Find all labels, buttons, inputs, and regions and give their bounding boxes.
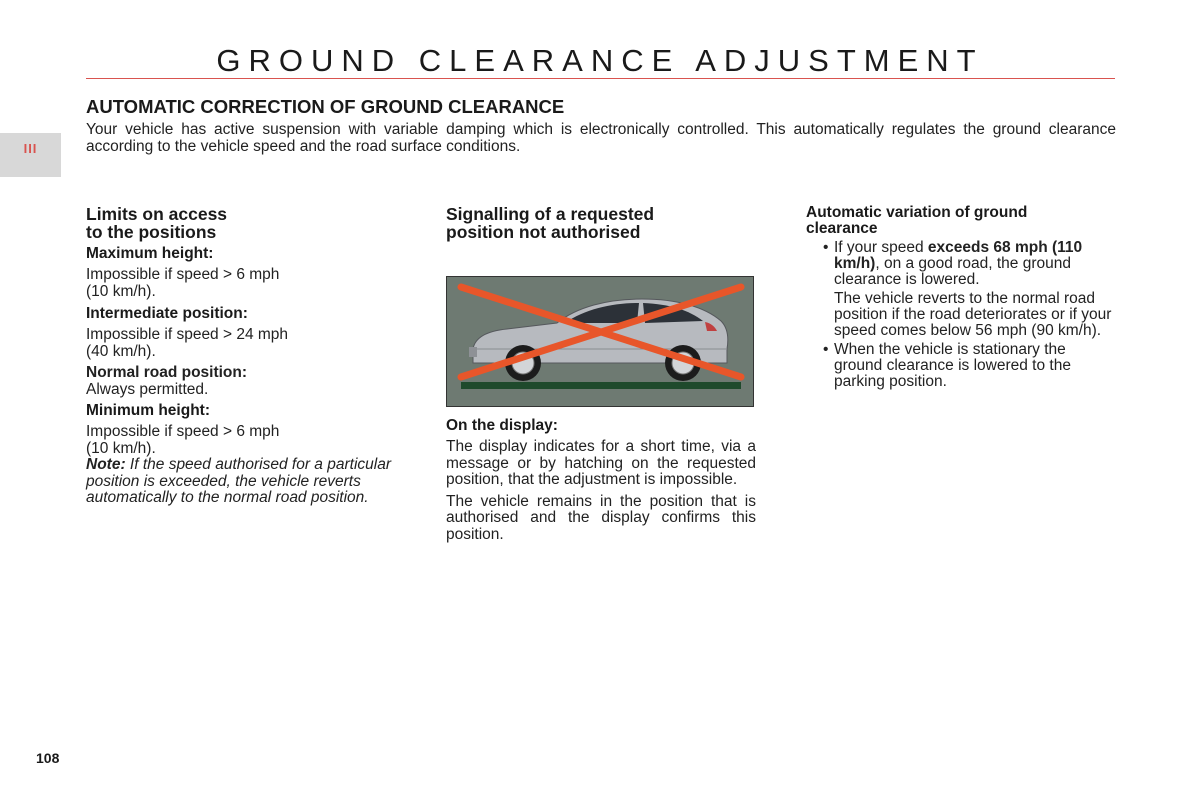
- display-text-2: The vehicle remains in the position that is authorised and the display confirms this position.: [446, 492, 756, 543]
- limits-column: [86, 205, 406, 507]
- normal-position: [86, 365, 406, 398]
- min-height-text: [86, 424, 406, 457]
- min-height-text-line2: (10 km/h).: [86, 439, 156, 457]
- chapter-label: III: [23, 141, 38, 156]
- note-text: If the speed authorised for a particular position is exceeded, the vehicle reverts automatically to the normal road position.: [86, 456, 391, 506]
- speed-note: [86, 457, 406, 507]
- section-intro: Your vehicle has active suspension with variable damping which is electronically controlled. This automatically regulates the ground clearance according to the vehicle speed and the road surface conditions.: [86, 121, 1116, 155]
- bullet-speed-reverts: The vehicle reverts to the normal road position if the road deteriorates or if your speed comes below 56 mph (90 km/h).: [834, 290, 1112, 339]
- display-label: On the display:: [446, 417, 558, 434]
- signalling-heading: [446, 205, 756, 241]
- chapter-tab: [0, 133, 61, 177]
- bullet-stationary: [806, 342, 1116, 390]
- bullet-icon: •: [823, 239, 829, 256]
- normal-position-text: Always permitted.: [86, 380, 209, 398]
- bullet1-post: , on a good road, the ground clearance is lowered.: [834, 255, 1071, 288]
- section-heading: AUTOMATIC CORRECTION OF GROUND CLEARANCE: [86, 96, 565, 117]
- page-number: 108: [36, 750, 60, 766]
- min-height-text-line1: Impossible if speed > 6 mph: [86, 423, 280, 440]
- auto-variation-heading-line2: clearance: [806, 220, 878, 237]
- bullet1-pre: If your speed: [834, 239, 928, 256]
- display-info: [446, 417, 756, 548]
- min-height-label: Minimum height:: [86, 402, 210, 419]
- max-height-text-line2: (10 km/h).: [86, 282, 156, 300]
- title-divider: [86, 78, 1115, 79]
- auto-variation-heading: [806, 205, 1116, 237]
- auto-variation-heading-line1: Automatic variation of ground: [806, 204, 1028, 221]
- intermediate-text-line1: Impossible if speed > 24 mph: [86, 326, 289, 343]
- max-height-text-line1: Impossible if speed > 6 mph: [86, 266, 280, 283]
- signalling-heading-line2: position not authorised: [446, 222, 641, 242]
- auto-variation-column: [806, 205, 1116, 393]
- signalling-heading-line1: Signalling of a requested: [446, 204, 655, 224]
- car-not-authorised-icon: [447, 277, 753, 406]
- signalling-column: [446, 205, 756, 245]
- intermediate-label: Intermediate position:: [86, 305, 248, 322]
- limits-heading: [86, 205, 406, 241]
- max-height-text: [86, 267, 406, 300]
- limits-heading-line1: Limits on access: [86, 204, 228, 224]
- bullet-icon: •: [823, 341, 829, 358]
- intermediate-text-line2: (40 km/h).: [86, 342, 156, 360]
- note-label: Note:: [86, 456, 126, 473]
- car-illustration: [446, 276, 754, 407]
- bullet2-text: When the vehicle is stationary the ground clearance is lowered to the parking position.: [834, 341, 1071, 390]
- max-height-label: Maximum height:: [86, 245, 214, 262]
- normal-position-label: Normal road position:: [86, 364, 248, 381]
- intermediate-text: [86, 327, 406, 360]
- page-title: GROUND CLEARANCE ADJUSTMENT: [216, 42, 984, 78]
- bullet-speed-lowered: [806, 240, 1116, 288]
- display-text-1: The display indicates for a short time, via a message or by hatching on the requested position, that the adjustment is impossible.: [446, 438, 756, 488]
- limits-heading-line2: to the positions: [86, 222, 217, 242]
- bullet1-bold: exceeds 68 mph (110 km/h): [834, 239, 1083, 272]
